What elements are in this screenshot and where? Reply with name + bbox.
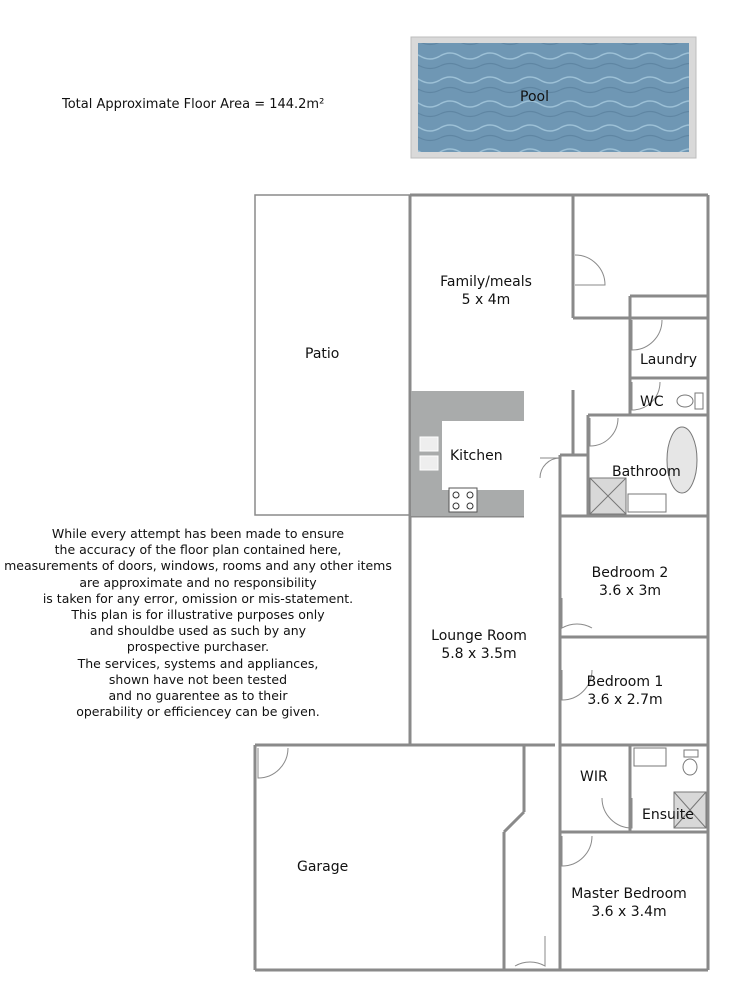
laundry-label: Laundry (640, 352, 698, 368)
disclaimer-line: and shouldbe used as such by any (89, 623, 307, 639)
pool-label: Pool (520, 89, 549, 105)
family-meals-name: Family/meals (440, 274, 532, 290)
bedroom1-label (575, 674, 675, 708)
disclaimer-line: prospective purchaser. (126, 639, 270, 655)
bath-fixtures (590, 393, 703, 514)
master-bedroom-size: 3.6 x 3.4m (591, 904, 667, 920)
disclaimer-line: measurements of doors, windows, rooms and any other items (4, 558, 392, 574)
garage-label: Garage (297, 859, 349, 875)
family-meals-label (436, 274, 536, 308)
kitchen-label: Kitchen (450, 448, 503, 464)
disclaimer-line: While every attempt has been made to ensure (51, 526, 345, 541)
ensuite-label: Ensuite (642, 807, 694, 823)
bedroom2-name: Bedroom 2 (591, 565, 669, 581)
patio-label: Patio (305, 346, 340, 362)
bedroom1-name: Bedroom 1 (586, 674, 664, 690)
bedroom2-label (580, 565, 680, 599)
disclaimer-line: and no guarentee as to their (108, 688, 288, 704)
wc-label: WC (640, 394, 664, 410)
disclaimer-line: the accuracy of the floor plan contained here, (54, 542, 342, 558)
disclaimer-text (4, 526, 392, 720)
master-bedroom-name: Master Bedroom (571, 886, 687, 902)
cooktop-icon (449, 488, 477, 512)
lounge-room-name: Lounge Room (431, 628, 527, 644)
family-meals-size: 5 x 4m (461, 292, 511, 308)
wir-label: WIR (580, 769, 608, 785)
disclaimer-line: operability or efficiencey can be given. (76, 704, 320, 720)
master-bedroom-label (570, 886, 688, 920)
floor-area-label: Total Approximate Floor Area = 144.2m² (62, 97, 325, 112)
pool (411, 37, 696, 158)
lounge-room-size: 5.8 x 3.5m (441, 646, 517, 662)
disclaimer-line: This plan is for illustrative purposes only (71, 607, 325, 623)
disclaimer-line: The services, systems and appliances, (77, 655, 319, 671)
bedroom2-size: 3.6 x 3m (599, 583, 661, 599)
disclaimer-line: are approximate and no responsibility (79, 574, 317, 590)
bathroom-label: Bathroom (612, 464, 681, 480)
disclaimer-line: is taken for any error, omission or mis-statement. (42, 590, 354, 606)
lounge-room-label (424, 628, 534, 662)
bedroom1-size: 3.6 x 2.7m (587, 692, 663, 708)
disclaimer-line: shown have not been tested (108, 671, 288, 687)
